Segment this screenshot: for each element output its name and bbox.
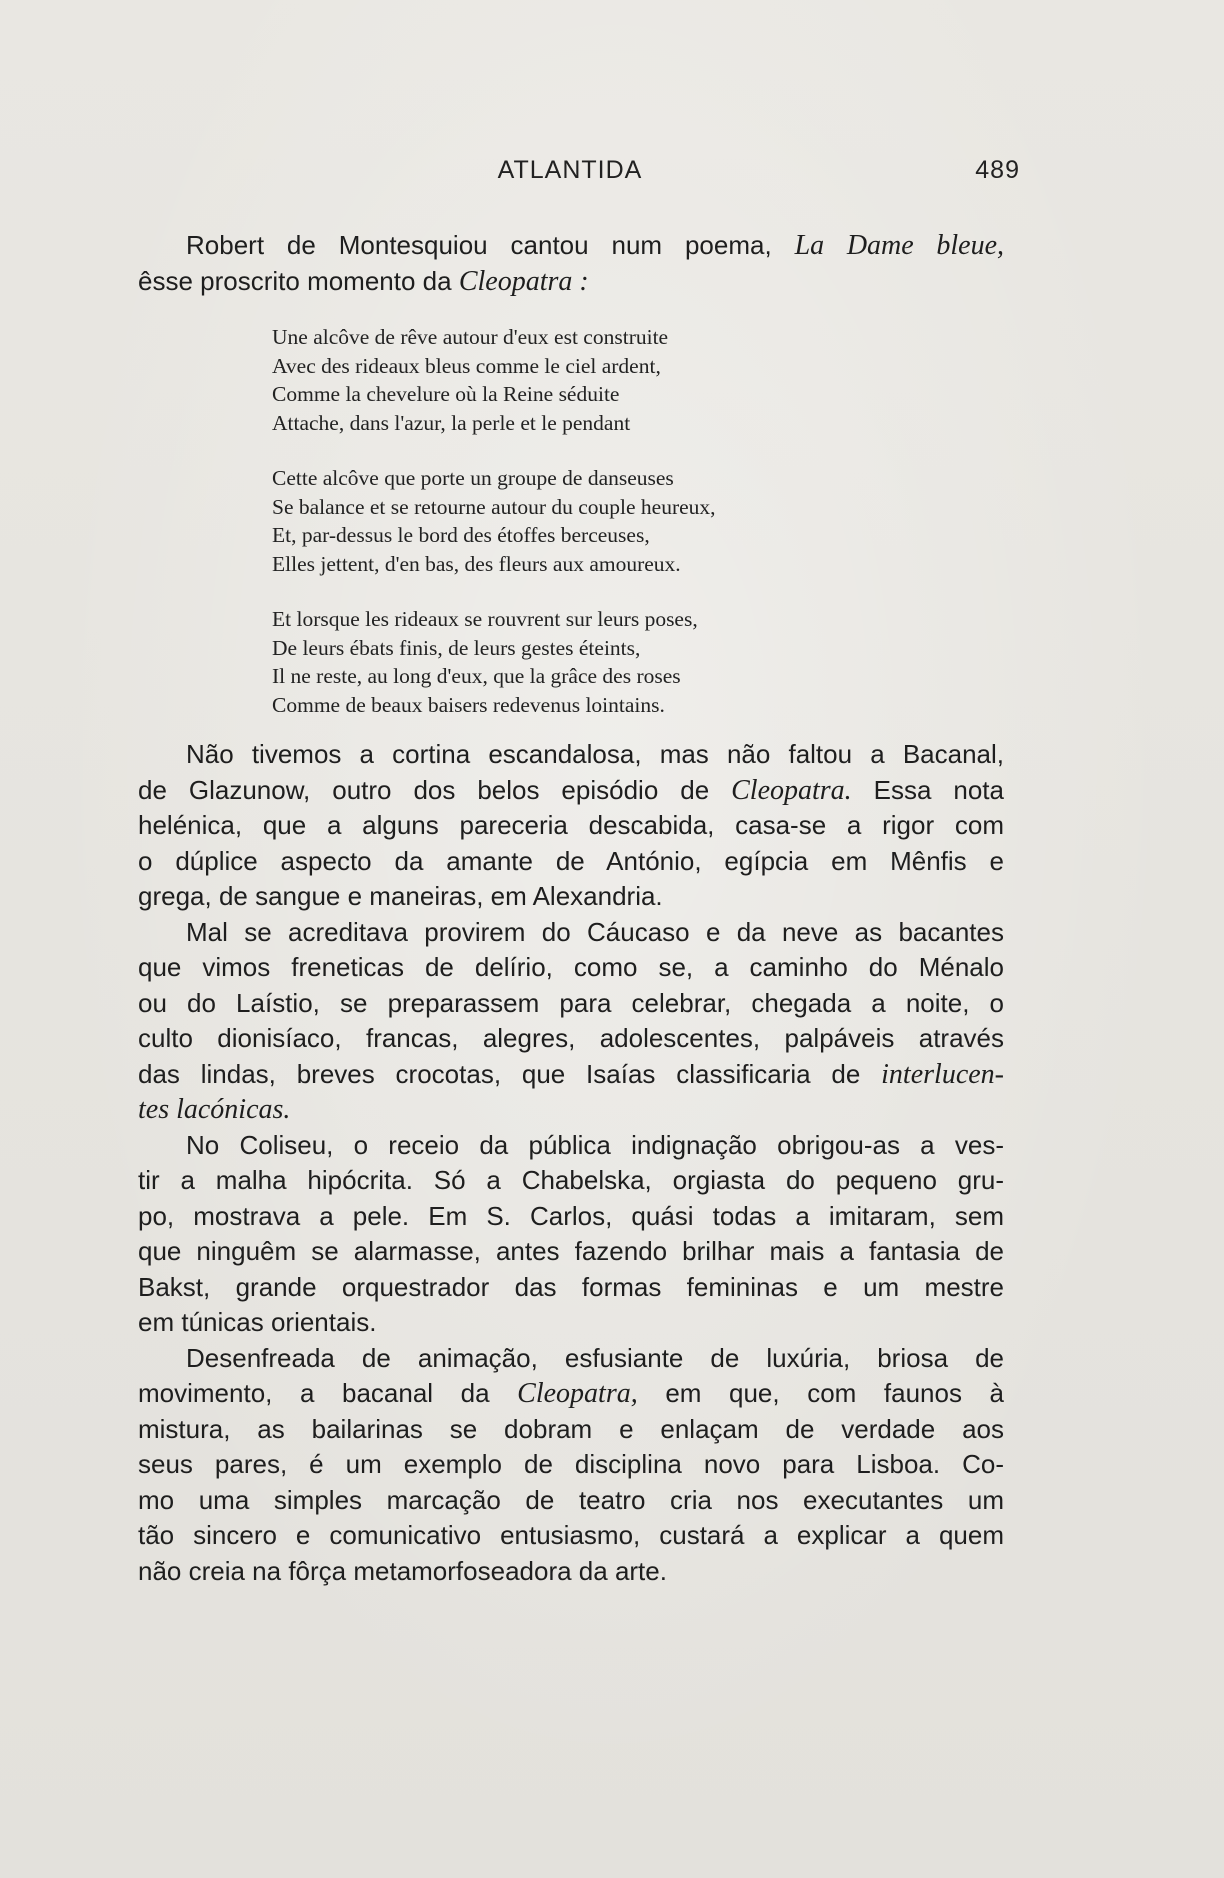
work-title: Cleopatra : (458, 265, 589, 297)
page-number: 489 (975, 156, 1020, 184)
text-line: ou do Laístio, se preparassem para celebrar, chegada a noite, o (138, 987, 1004, 1018)
text-line: po, mostrava a pele. Em S. Carlos, quási todas a imitaram, sem (138, 1200, 1004, 1231)
text-line: culto dionisíaco, francas, alegres, adolescentes, palpáveis através (138, 1023, 1004, 1053)
text-line: que vimos freneticas de delírio, como se, a caminho do Ménalo (138, 952, 1004, 982)
page-body (138, 228, 1004, 1589)
text-line: seus pares, é um exemplo de disciplina novo para Lisboa. Co- (138, 1449, 1004, 1479)
poem-title: La Dame bleue, (794, 230, 1004, 261)
text-line: não creia na fôrça metamorfoseadora da arte. (138, 1555, 667, 1586)
poem-verse: Et, par-dessus le bord des étoffes berceuses, (272, 523, 650, 547)
paragraph-desenfreada (138, 1341, 1004, 1590)
text-line: movimento, a bacanal da Cleopatra, em que, com faunos à (138, 1378, 1005, 1409)
page-header (0, 156, 1224, 192)
text-line: Mal se acreditava provirem do Cáucaso e da neve as bacantes (186, 916, 1004, 947)
poem-stanza (272, 605, 1004, 719)
poem-verse: De leurs ébats finis, de leurs gestes éteints, (272, 635, 641, 660)
poem-verse: Cette alcôve que porte un groupe de danseuses (272, 466, 674, 490)
text-line: êsse proscrito momento da Cleopatra : (138, 265, 589, 297)
text-line: Bakst, grande orquestrador das formas femininas e um mestre (138, 1271, 1004, 1302)
running-title: ATLANTIDA (497, 156, 643, 184)
text-line: em túnicas orientais. (138, 1307, 377, 1337)
text-line: Desenfreada de animação, esfusiante de luxúria, briosa de (186, 1342, 1004, 1373)
poem-quote (272, 323, 1004, 719)
text-line: helénica, que a alguns pareceria descabida, casa-se a rigor com (138, 810, 1004, 840)
paragraph-bacanal (138, 737, 1004, 915)
intro-paragraph (138, 228, 1004, 299)
text-line: que ninguêm se alarmasse, antes fazendo brilhar mais a fantasia de (138, 1236, 1004, 1266)
poem-verse: Avec des rideaux bleus comme le ciel ardent, (272, 353, 661, 378)
work-title: Cleopatra, (517, 1378, 638, 1409)
quoted-term: tes lacónicas. (138, 1094, 291, 1125)
text-line: mistura, as bailarinas se dobram e enlaçam de verdade aos (138, 1413, 1004, 1444)
text-line: de Glazunow, outro dos belos episódio de Cleopatra. Essa nota (138, 774, 1004, 806)
quoted-term: interlucen- (881, 1058, 1004, 1090)
poem-stanza (272, 323, 1004, 437)
work-title: Cleopatra. (731, 774, 852, 806)
poem-verse: Et lorsque les rideaux se rouvrent sur leurs poses, (272, 607, 698, 631)
text-line: No Coliseu, o receio da pública indignação obrigou-as a ves- (186, 1129, 1004, 1160)
paragraph-coliseu (138, 1128, 1004, 1341)
poem-verse: Il ne reste, au long d'eux, que la grâce des roses (272, 664, 681, 688)
text-line: o dúplice aspecto da amante de António, egípcia em Mênfis e (138, 845, 1004, 876)
poem-verse: Comme la chevelure où la Reine séduite (272, 382, 620, 406)
poem-stanza (272, 464, 1004, 578)
text-line: tir a malha hipócrita. Só a Chabelska, orgiasta do pequeno gru- (138, 1165, 1004, 1195)
text-line: grega, de sangue e maneiras, em Alexandria. (138, 881, 663, 911)
poem-verse: Attache, dans l'azur, la perle et le pendant (272, 410, 631, 435)
text-line: das lindas, breves crocotas, que Isaías classificaria de interlucen- (138, 1058, 1004, 1090)
text-line: tão sincero e comunicativo entusiasmo, custará a explicar a quem (138, 1520, 1004, 1550)
text-line: mo uma simples marcação de teatro cria nos executantes um (138, 1484, 1004, 1515)
poem-verse: Elles jettent, d'en bas, des fleurs aux amoureux. (272, 551, 681, 576)
text-line (138, 1092, 1004, 1128)
paragraph-bacantes (138, 915, 1004, 1128)
text-line: Robert de Montesquiou cantou num poema, La Dame bleue, (186, 230, 1004, 261)
poem-verse: Comme de beaux baisers redevenus lointains. (272, 692, 665, 717)
poem-verse: Une alcôve de rêve autour d'eux est construite (272, 325, 669, 349)
poem-verse: Se balance et se retourne autour du couple heureux, (272, 494, 716, 519)
text-line: Não tivemos a cortina escandalosa, mas não faltou a Bacanal, (186, 739, 1004, 769)
